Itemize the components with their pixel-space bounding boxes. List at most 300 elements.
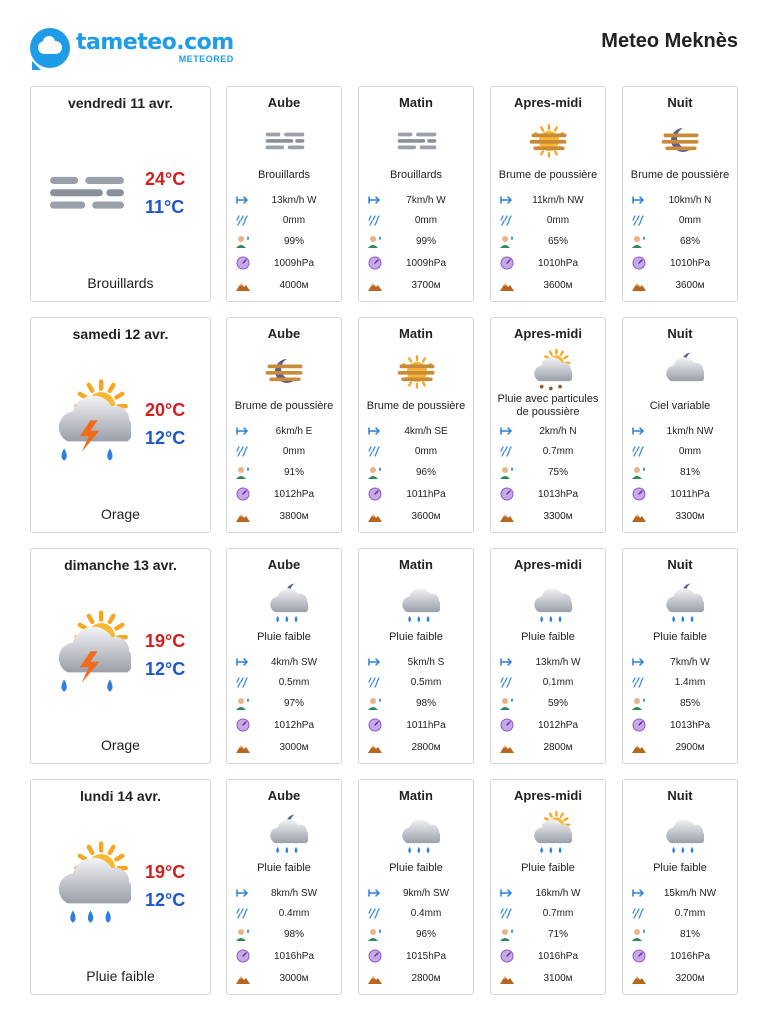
- period-card[interactable]: [490, 317, 606, 533]
- fog-icon: [394, 117, 440, 163]
- metric-altitude: [235, 509, 337, 523]
- rain-moon-icon: [658, 579, 704, 625]
- mountain-altitude-icon: [235, 971, 251, 985]
- temp-max: 24°C: [145, 169, 186, 189]
- period-card[interactable]: [358, 779, 474, 995]
- period-description: Pluie faible: [389, 861, 443, 874]
- humidity-person-icon: [631, 927, 647, 941]
- pressure-gauge-icon: [631, 256, 647, 270]
- wind-direction-icon: [499, 193, 515, 207]
- metric-pressure: [367, 256, 469, 270]
- metric-rain: [235, 675, 337, 689]
- period-description: Brouillards: [390, 168, 442, 181]
- period-name: Nuit: [667, 557, 693, 572]
- metric-wind: [235, 886, 337, 900]
- dust-moon-icon: [262, 348, 308, 394]
- metric-pressure-value: 1011hPa: [406, 488, 446, 500]
- mountain-altitude-icon: [367, 971, 383, 985]
- day-name: dimanche 13 avr.: [64, 557, 177, 573]
- metric-pressure: [367, 487, 469, 501]
- metric-altitude-value: 2800м: [543, 741, 573, 753]
- mountain-altitude-icon: [631, 971, 647, 985]
- pressure-gauge-icon: [499, 718, 515, 732]
- metric-pressure: [631, 487, 733, 501]
- metric-altitude: [235, 278, 337, 292]
- metric-wind: [235, 655, 337, 669]
- rain-drops-icon: [631, 444, 647, 458]
- metric-rain: [499, 444, 601, 458]
- metric-humidity: [631, 696, 733, 710]
- period-description: Pluie faible: [521, 861, 575, 874]
- metric-altitude: [499, 971, 601, 985]
- wind-direction-icon: [499, 424, 515, 438]
- metric-wind-value: 4km/h SE: [404, 425, 448, 437]
- pressure-gauge-icon: [235, 949, 251, 963]
- metric-pressure-value: 1016hPa: [669, 950, 711, 962]
- temp-max: 19°C: [145, 631, 186, 651]
- rain-drops-icon: [235, 675, 251, 689]
- period-name: Matin: [399, 326, 433, 341]
- metric-altitude: [631, 971, 733, 985]
- mountain-altitude-icon: [631, 278, 647, 292]
- cloud-logo-icon: [30, 28, 70, 68]
- period-card[interactable]: [490, 779, 606, 995]
- logo-name: tameteo.com: [76, 30, 234, 55]
- metric-humidity: [235, 927, 337, 941]
- period-card[interactable]: [358, 317, 474, 533]
- metric-altitude: [367, 278, 469, 292]
- metric-rain: [631, 444, 733, 458]
- day-summary-card[interactable]: [30, 86, 211, 302]
- period-name: Matin: [399, 557, 433, 572]
- pressure-gauge-icon: [235, 718, 251, 732]
- period-card[interactable]: [622, 548, 738, 764]
- metric-pressure: [235, 487, 337, 501]
- mountain-altitude-icon: [499, 971, 515, 985]
- period-name: Nuit: [667, 95, 693, 110]
- period-name: Matin: [399, 788, 433, 803]
- metric-wind: [631, 193, 733, 207]
- dust-sun-icon: [526, 117, 572, 163]
- metric-altitude: [499, 740, 601, 754]
- metric-rain: [499, 906, 601, 920]
- rain-drops-icon: [235, 213, 251, 227]
- period-card[interactable]: [226, 548, 342, 764]
- metric-rain-value: 0.7mm: [542, 445, 574, 457]
- metric-altitude-value: 3000м: [279, 741, 309, 753]
- metric-wind: [499, 886, 601, 900]
- metric-wind: [367, 424, 469, 438]
- rain-drops-icon: [499, 675, 515, 689]
- metric-humidity-value: 71%: [547, 928, 568, 940]
- period-name: Nuit: [667, 326, 693, 341]
- metric-altitude-value: 3700м: [411, 279, 441, 291]
- rain-drops-icon: [499, 444, 515, 458]
- page-title: Meteo Meknès: [601, 30, 738, 52]
- period-card[interactable]: [226, 779, 342, 995]
- metric-wind: [367, 886, 469, 900]
- temp-max: 20°C: [145, 400, 186, 420]
- period-description: Pluie faible: [653, 630, 707, 643]
- day-row: [30, 317, 738, 533]
- metric-humidity-value: 97%: [283, 697, 304, 709]
- metric-humidity-value: 65%: [547, 235, 568, 247]
- metric-rain-value: 0mm: [282, 214, 306, 226]
- metric-wind-value: 6km/h E: [275, 425, 313, 437]
- rain-drops-icon: [631, 213, 647, 227]
- metric-humidity-value: 96%: [415, 466, 436, 478]
- period-description: Brume de poussière: [498, 168, 598, 181]
- rain-cloud-icon: [394, 579, 440, 625]
- mountain-altitude-icon: [631, 509, 647, 523]
- metric-wind-value: 15km/h NW: [663, 887, 717, 899]
- metric-wind: [499, 655, 601, 669]
- metric-wind: [631, 424, 733, 438]
- metric-humidity: [367, 696, 469, 710]
- metric-humidity-value: 85%: [679, 697, 700, 709]
- day-name: samedi 12 avr.: [72, 326, 169, 342]
- metric-rain: [235, 444, 337, 458]
- metric-rain: [499, 675, 601, 689]
- mountain-altitude-icon: [235, 509, 251, 523]
- metric-pressure-value: 1010hPa: [669, 257, 711, 269]
- metric-humidity: [631, 927, 733, 941]
- day-name: vendredi 11 avr.: [67, 95, 174, 111]
- metric-pressure-value: 1010hPa: [537, 257, 579, 269]
- metric-humidity-value: 96%: [415, 928, 436, 940]
- metric-altitude-value: 3800м: [279, 510, 309, 522]
- period-name: Apres-midi: [514, 326, 582, 341]
- wind-direction-icon: [631, 424, 647, 438]
- thunderstorm-icon: [43, 378, 131, 466]
- mountain-altitude-icon: [367, 509, 383, 523]
- metric-altitude: [367, 740, 469, 754]
- metric-wind-value: 13km/h W: [535, 656, 581, 668]
- metric-wind-value: 7km/h W: [670, 656, 710, 668]
- metric-rain-value: 1.4mm: [674, 676, 706, 688]
- metric-wind: [631, 886, 733, 900]
- period-description: Pluie faible: [257, 861, 311, 874]
- metric-rain: [499, 213, 601, 227]
- metric-altitude-value: 3600м: [675, 279, 705, 291]
- pressure-gauge-icon: [367, 718, 383, 732]
- period-description: Pluie avec particules de poussière: [497, 393, 599, 418]
- metric-pressure-value: 1011hPa: [406, 719, 446, 731]
- metric-pressure: [499, 256, 601, 270]
- mountain-altitude-icon: [499, 278, 515, 292]
- pressure-gauge-icon: [499, 949, 515, 963]
- period-name: Aube: [267, 557, 301, 572]
- metric-pressure: [631, 949, 733, 963]
- metric-wind-value: 16km/h W: [535, 887, 581, 899]
- humidity-person-icon: [499, 234, 515, 248]
- metric-humidity: [499, 234, 601, 248]
- day-name: lundi 14 avr.: [80, 788, 161, 804]
- tameteo-logo[interactable]: [30, 28, 234, 68]
- period-description: Brume de poussière: [630, 168, 730, 181]
- thunderstorm-icon: [43, 609, 131, 697]
- metric-wind-value: 2km/h N: [539, 425, 577, 437]
- rain-drops-icon: [235, 444, 251, 458]
- metric-rain-value: 0.5mm: [410, 676, 442, 688]
- period-card[interactable]: [622, 317, 738, 533]
- metric-rain: [367, 675, 469, 689]
- metric-humidity: [367, 465, 469, 479]
- metric-wind-value: 1km/h NW: [666, 425, 714, 437]
- metric-altitude: [631, 740, 733, 754]
- rain-drops-icon: [631, 906, 647, 920]
- dust-moon-icon: [658, 117, 704, 163]
- temp-min: 12°C: [145, 428, 186, 448]
- cloud-moon-icon: [658, 348, 704, 394]
- period-name: Nuit: [667, 788, 693, 803]
- pressure-gauge-icon: [367, 949, 383, 963]
- day-row: [30, 548, 738, 764]
- temp-min: 11°C: [145, 197, 185, 217]
- metric-pressure-value: 1012hPa: [537, 719, 579, 731]
- metric-altitude-value: 3000м: [279, 972, 309, 984]
- metric-humidity-value: 75%: [547, 466, 568, 478]
- metric-pressure: [235, 718, 337, 732]
- metric-pressure: [367, 949, 469, 963]
- metric-rain-value: 0mm: [678, 445, 702, 457]
- period-card[interactable]: [490, 86, 606, 302]
- metric-rain-value: 0.4mm: [410, 907, 442, 919]
- period-name: Aube: [267, 788, 301, 803]
- period-card[interactable]: [358, 86, 474, 302]
- wind-direction-icon: [631, 193, 647, 207]
- rain-drops-icon: [499, 213, 515, 227]
- metric-altitude-value: 3600м: [411, 510, 441, 522]
- metric-pressure-value: 1016hPa: [273, 950, 315, 962]
- day-summary-card[interactable]: [30, 548, 211, 764]
- fog-icon: [43, 147, 131, 235]
- metric-wind: [499, 424, 601, 438]
- metric-humidity: [235, 465, 337, 479]
- pressure-gauge-icon: [235, 256, 251, 270]
- period-card[interactable]: [622, 779, 738, 995]
- metric-rain: [631, 213, 733, 227]
- metric-rain: [367, 906, 469, 920]
- logo-subtitle: METEORED: [178, 54, 234, 64]
- humidity-person-icon: [367, 927, 383, 941]
- metric-humidity: [631, 465, 733, 479]
- metric-wind-value: 5km/h S: [407, 656, 445, 668]
- metric-pressure: [631, 718, 733, 732]
- rain-drops-icon: [367, 906, 383, 920]
- period-name: Aube: [267, 95, 301, 110]
- mountain-altitude-icon: [235, 740, 251, 754]
- metric-altitude: [631, 278, 733, 292]
- metric-altitude-value: 3200м: [675, 972, 705, 984]
- metric-wind-value: 10km/h N: [668, 194, 712, 206]
- period-card[interactable]: [622, 86, 738, 302]
- metric-rain: [235, 906, 337, 920]
- metric-humidity: [235, 234, 337, 248]
- humidity-person-icon: [499, 927, 515, 941]
- period-card[interactable]: [226, 86, 342, 302]
- day-description: Pluie faible: [86, 968, 155, 984]
- metric-altitude-value: 3600м: [543, 279, 573, 291]
- day-row: [30, 86, 738, 302]
- metric-humidity: [367, 234, 469, 248]
- metric-pressure: [499, 487, 601, 501]
- metric-wind: [367, 655, 469, 669]
- metric-rain-value: 0.5mm: [278, 676, 310, 688]
- metric-altitude-value: 2900м: [675, 741, 705, 753]
- page-header: [0, 0, 768, 80]
- metric-wind-value: 7km/h W: [406, 194, 446, 206]
- period-name: Matin: [399, 95, 433, 110]
- day-description: Orage: [101, 737, 140, 753]
- metric-rain: [631, 906, 733, 920]
- pressure-gauge-icon: [631, 487, 647, 501]
- metric-altitude-value: 3100м: [543, 972, 573, 984]
- wind-direction-icon: [499, 886, 515, 900]
- pressure-gauge-icon: [631, 718, 647, 732]
- humidity-person-icon: [235, 465, 251, 479]
- metric-rain-value: 0mm: [546, 214, 570, 226]
- wind-direction-icon: [367, 655, 383, 669]
- period-card[interactable]: [490, 548, 606, 764]
- metric-humidity-value: 81%: [679, 466, 700, 478]
- metric-wind-value: 13km/h W: [271, 194, 317, 206]
- metric-rain: [367, 213, 469, 227]
- metric-altitude: [367, 509, 469, 523]
- metric-pressure: [499, 718, 601, 732]
- rain-drops-icon: [235, 906, 251, 920]
- dust-rain-sun-icon: [526, 348, 572, 394]
- period-name: Aube: [267, 326, 301, 341]
- metric-wind-value: 11km/h NW: [532, 194, 584, 206]
- metric-humidity: [499, 696, 601, 710]
- metric-pressure: [631, 256, 733, 270]
- metric-pressure: [235, 256, 337, 270]
- metric-wind: [499, 193, 601, 207]
- metric-altitude: [631, 509, 733, 523]
- humidity-person-icon: [499, 465, 515, 479]
- rain-drops-icon: [367, 213, 383, 227]
- metric-pressure-value: 1009hPa: [405, 257, 447, 269]
- metric-altitude-value: 3300м: [543, 510, 573, 522]
- humidity-person-icon: [631, 696, 647, 710]
- metric-pressure-value: 1009hPa: [273, 257, 315, 269]
- day-summary-card[interactable]: [30, 317, 211, 533]
- period-description: Pluie faible: [389, 630, 443, 643]
- metric-pressure-value: 1012hPa: [273, 719, 315, 731]
- metric-altitude-value: 4000м: [279, 279, 309, 291]
- metric-humidity: [235, 696, 337, 710]
- dust-sun-icon: [394, 348, 440, 394]
- metric-wind-value: 8km/h SW: [270, 887, 318, 899]
- period-description: Pluie faible: [521, 630, 575, 643]
- wind-direction-icon: [235, 886, 251, 900]
- day-summary-card[interactable]: [30, 779, 211, 995]
- metric-pressure-value: 1016hPa: [537, 950, 579, 962]
- metric-rain-value: 0.7mm: [674, 907, 706, 919]
- humidity-person-icon: [499, 696, 515, 710]
- metric-wind: [235, 424, 337, 438]
- humidity-person-icon: [631, 465, 647, 479]
- metric-rain: [235, 213, 337, 227]
- wind-direction-icon: [631, 655, 647, 669]
- metric-pressure-value: 1011hPa: [670, 488, 710, 500]
- period-description: Brume de poussière: [234, 399, 334, 412]
- metric-pressure: [367, 718, 469, 732]
- metric-humidity: [367, 927, 469, 941]
- metric-humidity-value: 81%: [679, 928, 700, 940]
- humidity-person-icon: [631, 234, 647, 248]
- period-description: Pluie faible: [257, 630, 311, 643]
- metric-altitude: [499, 509, 601, 523]
- metric-pressure: [235, 949, 337, 963]
- period-name: Apres-midi: [514, 788, 582, 803]
- metric-altitude-value: 3300м: [675, 510, 705, 522]
- metric-rain: [367, 444, 469, 458]
- metric-humidity: [499, 927, 601, 941]
- pressure-gauge-icon: [367, 256, 383, 270]
- wind-direction-icon: [367, 193, 383, 207]
- day-row: [30, 779, 738, 995]
- metric-rain-value: 0.4mm: [278, 907, 310, 919]
- wind-direction-icon: [499, 655, 515, 669]
- mountain-altitude-icon: [367, 278, 383, 292]
- rain-cloud-icon: [526, 579, 572, 625]
- metric-altitude-value: 2800м: [411, 741, 441, 753]
- metric-altitude: [235, 740, 337, 754]
- metric-humidity-value: 99%: [283, 235, 304, 247]
- fog-icon: [262, 117, 308, 163]
- temp-min: 12°C: [145, 890, 186, 910]
- rain-cloud-icon: [658, 810, 704, 856]
- metric-humidity-value: 91%: [283, 466, 304, 478]
- metric-humidity-value: 99%: [415, 235, 436, 247]
- metric-pressure-value: 1013hPa: [669, 719, 711, 731]
- rain-drops-icon: [499, 906, 515, 920]
- metric-pressure-value: 1015hPa: [405, 950, 447, 962]
- period-description: Brume de poussière: [366, 399, 466, 412]
- rain-drops-icon: [367, 675, 383, 689]
- period-description: Ciel variable: [649, 399, 711, 412]
- metric-humidity: [499, 465, 601, 479]
- humidity-person-icon: [367, 234, 383, 248]
- rain-moon-icon: [262, 810, 308, 856]
- metric-humidity-value: 98%: [283, 928, 304, 940]
- metric-altitude: [367, 971, 469, 985]
- metric-rain-value: 0.7mm: [542, 907, 574, 919]
- period-card[interactable]: [358, 548, 474, 764]
- metric-altitude: [235, 971, 337, 985]
- period-card[interactable]: [226, 317, 342, 533]
- rain-moon-icon: [262, 579, 308, 625]
- humidity-person-icon: [235, 696, 251, 710]
- period-description: Pluie faible: [653, 861, 707, 874]
- mountain-altitude-icon: [235, 278, 251, 292]
- humidity-person-icon: [367, 696, 383, 710]
- mountain-altitude-icon: [499, 509, 515, 523]
- rain-cloud-icon: [394, 810, 440, 856]
- metric-humidity-value: 68%: [679, 235, 700, 247]
- day-description: Orage: [101, 506, 140, 522]
- mountain-altitude-icon: [631, 740, 647, 754]
- rain-sun-icon: [43, 840, 131, 928]
- wind-direction-icon: [235, 193, 251, 207]
- metric-wind-value: 9km/h SW: [402, 887, 450, 899]
- humidity-person-icon: [367, 465, 383, 479]
- metric-rain: [631, 675, 733, 689]
- metric-pressure-value: 1013hPa: [537, 488, 579, 500]
- wind-direction-icon: [631, 886, 647, 900]
